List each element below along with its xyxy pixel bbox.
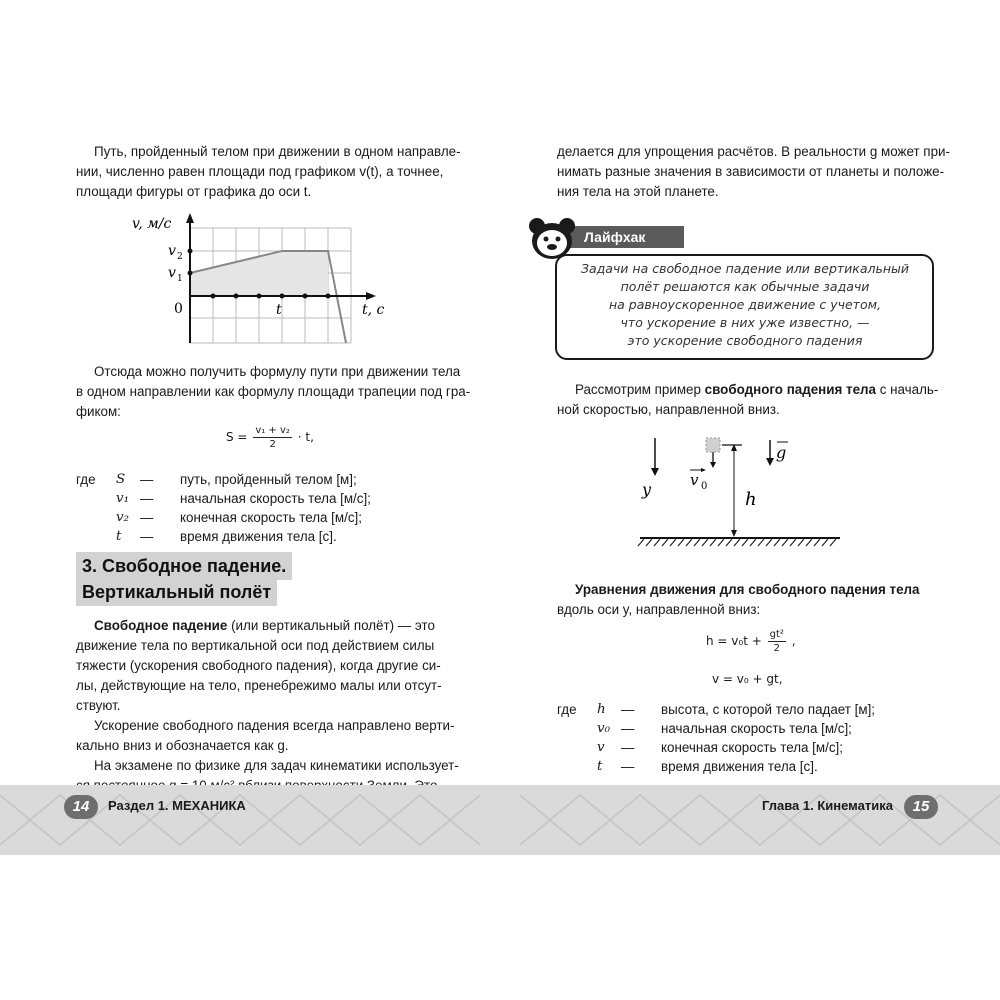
body-line-4: лы, действующие на тело, пренебрежимо малы или отсут- xyxy=(76,678,442,693)
after-graph-line-3: фиком: xyxy=(76,404,121,419)
x-axis-label: t, с xyxy=(362,302,385,318)
right-top-line-2: нимать разные значения в зависимости от планеты и положе- xyxy=(557,164,945,179)
after-graph-line-1: Отсюда можно получить формулу пути при движении тела xyxy=(94,364,461,379)
def-row: v₂ — конечная скорость тела [м/с]; xyxy=(116,510,362,525)
h-label: h xyxy=(745,489,757,510)
right-top-line-1: делается для упрощения расчётов. В реальности g может при- xyxy=(557,144,950,159)
footer-pattern xyxy=(0,785,1000,855)
formula-s-lhs: S = xyxy=(226,430,248,444)
origin-label: 0 xyxy=(174,301,183,317)
body-line-5: ствуют. xyxy=(76,698,121,713)
accel-line-1: Ускорение свободного падения всегда направлено верти- xyxy=(94,718,455,733)
footer-band xyxy=(0,785,1000,855)
equations-line-2: вдоль оси y, направленной вниз: xyxy=(557,602,761,617)
after-graph-line-2: в одном направлении как формулу площади трапеции под гра- xyxy=(76,384,471,399)
v2-sub: 2 xyxy=(177,252,183,262)
y-axis-label: v, м/с xyxy=(132,216,172,232)
lifehack-text: Задачи на свободное падение или вертикальный полёт решаются как обычные задачи на равноускоренное движение с учетом, что ускорение в них уже известно, — это ускорение свободного падения xyxy=(580,261,910,348)
body-line-3: тяжести (ускорения свободного падения), когда другие си- xyxy=(76,658,441,673)
example-line-2: ной скоростью, направленной вниз. xyxy=(557,402,780,417)
formula-velocity: v = v₀ + gt, xyxy=(712,672,783,686)
area-under-graph xyxy=(190,251,328,296)
formula-height: h = v₀t + $\frac{\text{gt²}}{2}$ , xyxy=(706,629,796,654)
left-page-number: 14 xyxy=(64,795,98,819)
left-footer-label: Раздел 1. МЕХАНИКА xyxy=(108,798,246,813)
v0-label: v xyxy=(690,471,699,489)
def-row: v — конечная скорость тела [м/с]; xyxy=(597,740,843,755)
section-heading-line-2: Вертикальный полёт xyxy=(76,578,277,606)
right-page-number: 15 xyxy=(904,795,938,819)
body-line-2: движение тела по вертикальной оси под действием силы xyxy=(76,638,435,653)
def-row: t — время движения тела [с]. xyxy=(597,759,818,774)
accel-line-2: кально вниз и обозначается как g. xyxy=(76,738,289,753)
v2-tick: v xyxy=(168,243,176,259)
v1-sub: 1 xyxy=(177,274,183,284)
v1-tick: v xyxy=(168,265,176,281)
example-line-1: Рассмотрим пример свободного падения тела с началь- xyxy=(575,382,939,397)
ground-hatching xyxy=(638,539,836,546)
free-fall-diagram xyxy=(630,430,850,555)
intro-line-1: Путь, пройденный телом при движении в одном направле- xyxy=(94,144,461,159)
formula-s-den: 2 xyxy=(269,439,276,450)
def-row: v₀ — начальная скорость тела [м/с]; xyxy=(597,721,852,736)
body-line-1: Свободное падение (или вертикальный полёт) — это xyxy=(94,618,435,633)
accel-line-3: На экзамене по физике для задач кинематики использует- xyxy=(94,758,459,773)
formula-path xyxy=(226,424,314,451)
formula-s-rhs: · t, xyxy=(297,430,314,444)
equations-heading: Уравнения движения для свободного падения тела xyxy=(575,582,920,597)
section-heading-line-1: 3. Свободное падение. xyxy=(76,552,292,580)
lifehack-title: Лайфхак xyxy=(570,226,684,248)
formula-s-num: v₁ + v₂ xyxy=(255,425,290,436)
left-definitions xyxy=(76,470,371,546)
t-tick: t xyxy=(276,302,282,318)
intro-line-3: площади фигуры от графика до оси t. xyxy=(76,184,312,199)
y-label: y xyxy=(642,480,652,499)
right-footer-label: Глава 1. Кинематика xyxy=(762,798,893,813)
def-row: где S — путь, пройденный телом [м]; xyxy=(76,472,357,487)
def-row: где h — высота, с которой тело падает [м]; xyxy=(557,702,876,717)
g-label: g xyxy=(776,443,787,462)
right-definitions xyxy=(557,700,875,776)
velocity-time-graph xyxy=(120,208,400,348)
v0-sub: 0 xyxy=(701,481,708,492)
right-top-line-3: ния тела на этой планете. xyxy=(557,184,719,199)
def-row: t — время движения тела [с]. xyxy=(116,529,337,544)
falling-body xyxy=(706,438,720,452)
intro-line-2: нии, численно равен площади под графиком v(t), а точнее, xyxy=(76,164,444,179)
def-row: v₁ — начальная скорость тела [м/с]; xyxy=(116,491,371,506)
